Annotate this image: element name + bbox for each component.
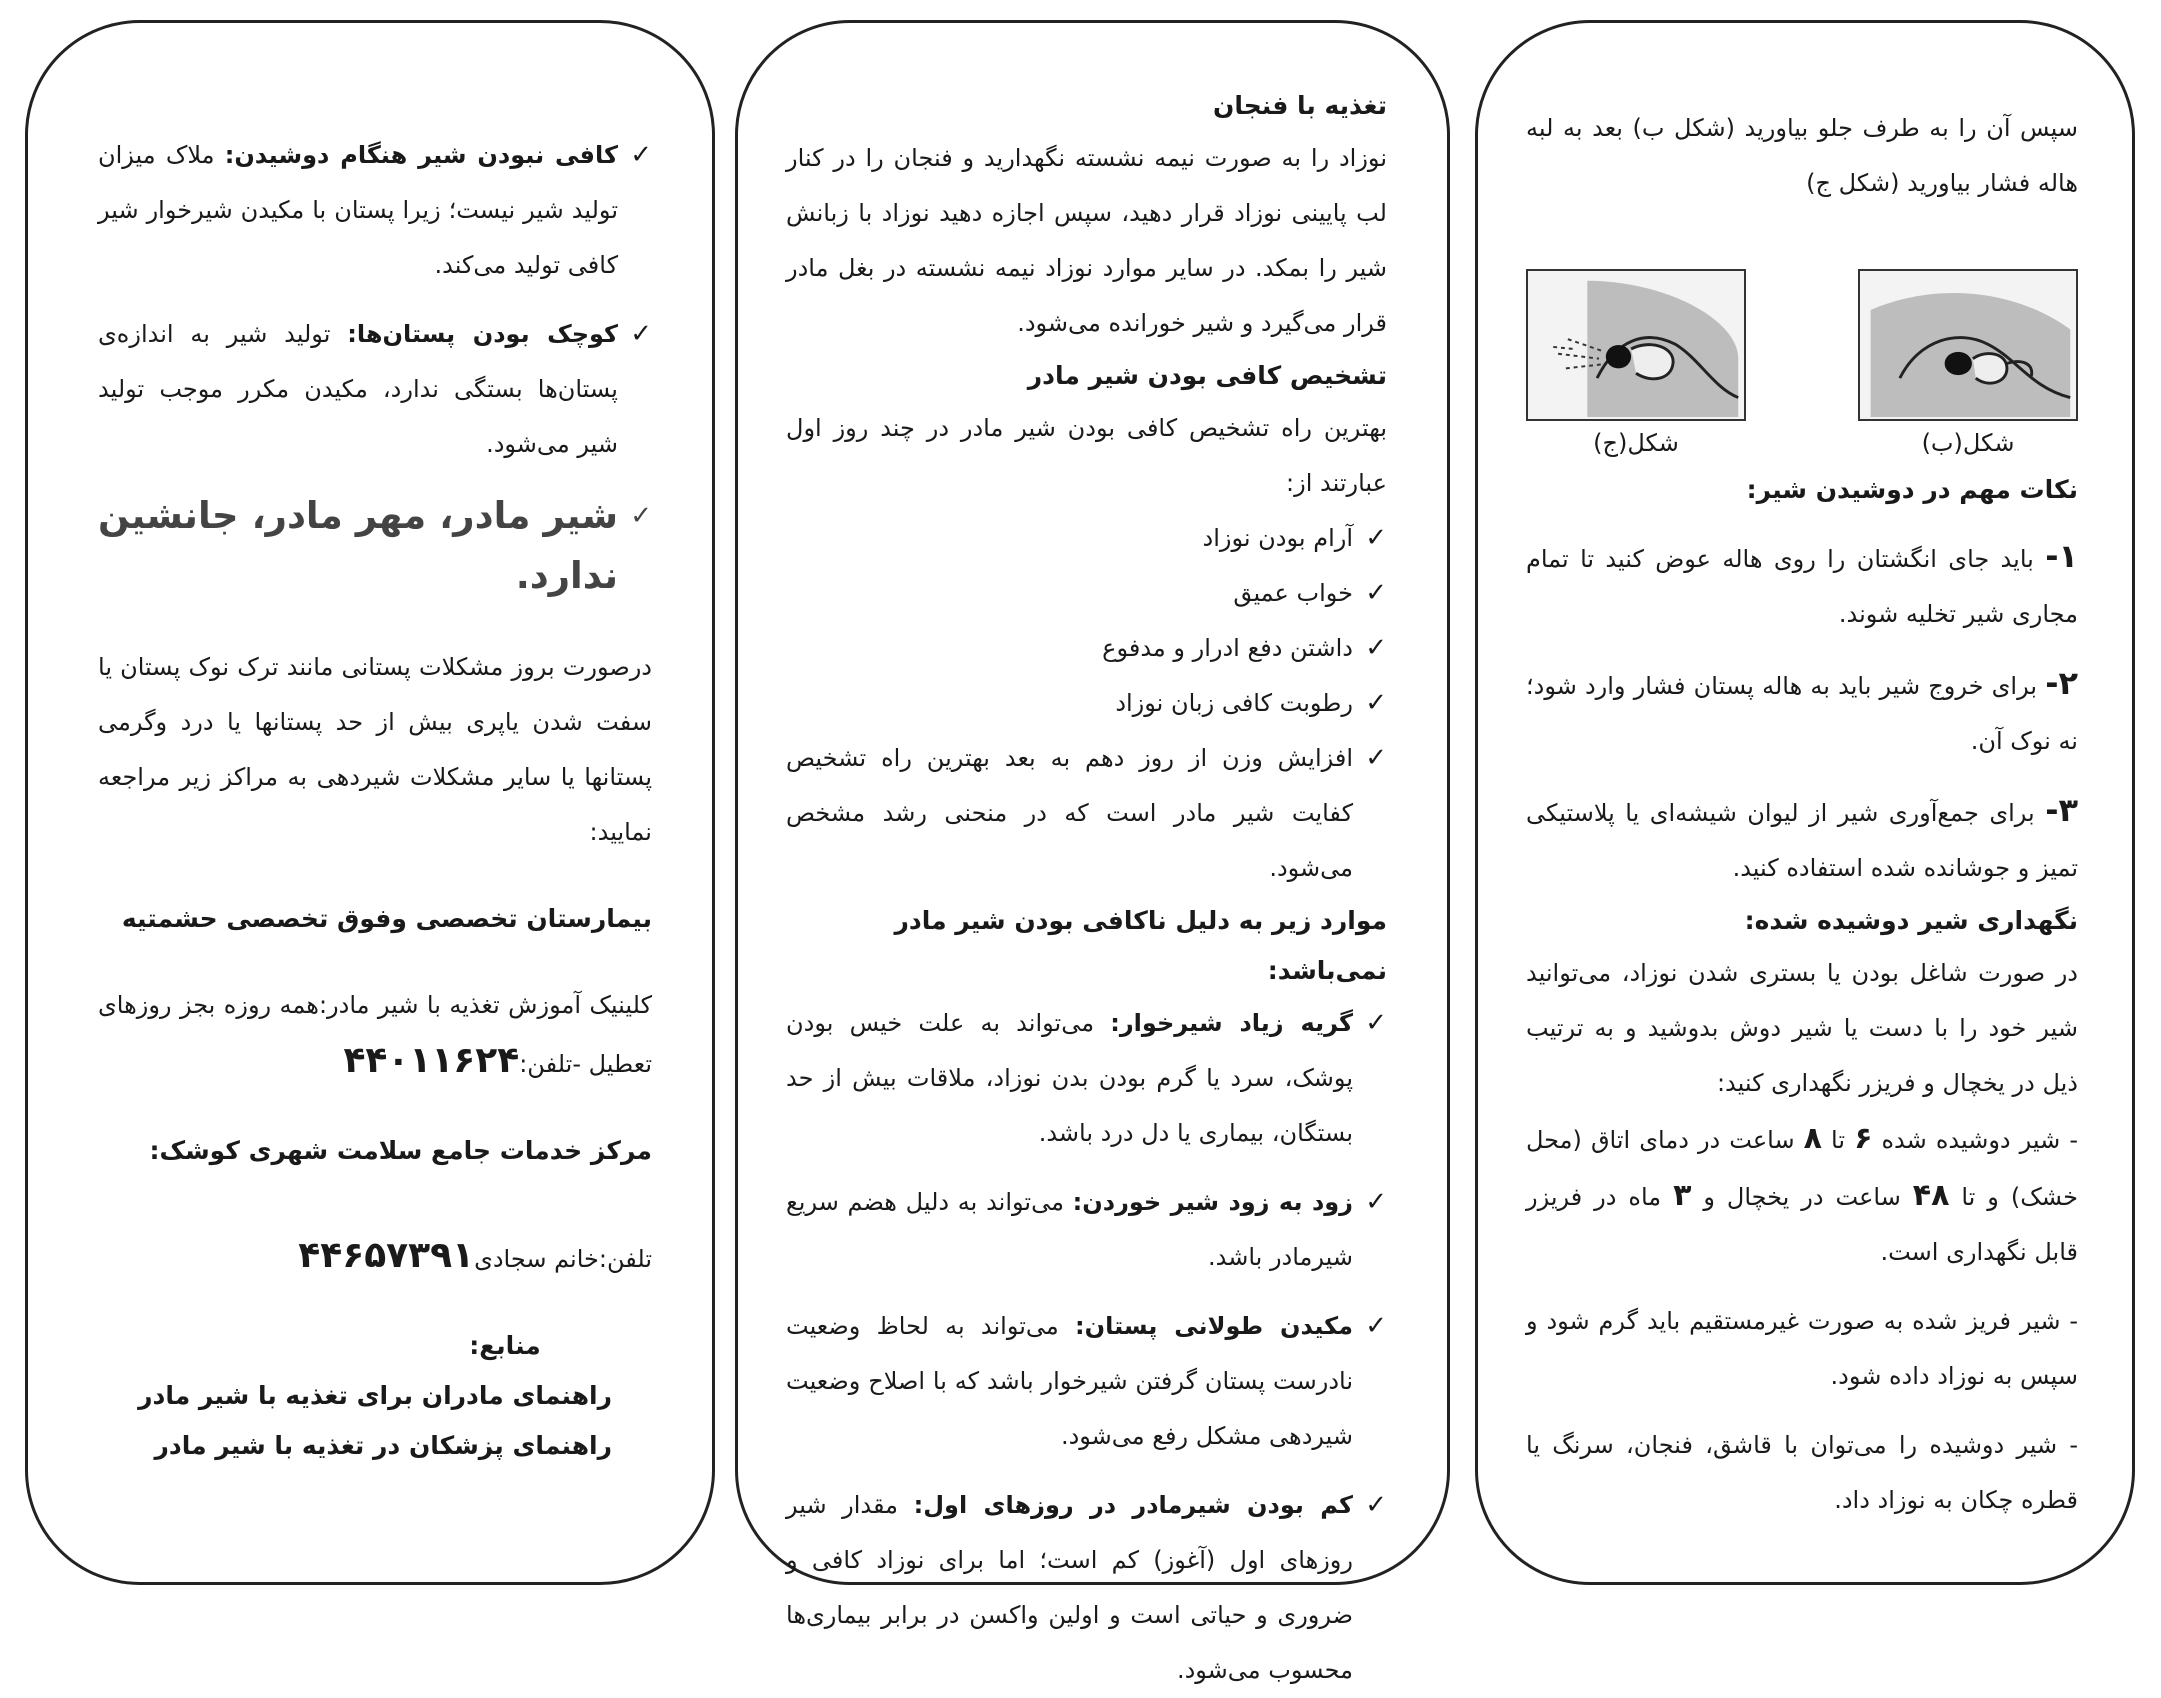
panel-right [1475,20,2135,1585]
panel-middle [735,20,1450,1684]
clinic-phone: ۴۴۰۱۱۶۲۴ [343,1040,520,1081]
not-sign-text: می‌تواند به دلیل هضم سریع شیرمادر باشد. [786,1188,1353,1271]
figure-b [1858,269,2078,465]
check-icon: ✓ [1365,523,1387,553]
not-sign-item [786,996,1387,1161]
storage-heading: نگهداری شیر دوشیده شده: [1744,906,2078,935]
reason-text: ملاک میزان تولید شیر نیست؛ زیرا پستان با مکیدن شیرخوار شیر کافی تولید می‌کند. [98,141,618,279]
source-item: راهنمای مادران برای تغذیه با شیر مادر [138,1381,612,1410]
not-sign-item [786,1299,1387,1464]
storage-item: - شیر دوشیده را می‌توان با قاشق، فنجان، سرنگ یا قطره چکان به نوزاد داد. [1526,1431,2078,1514]
figure-c [1526,269,1746,465]
check-icon: ✓ [630,140,652,170]
cup-heading: تغذیه با فنجان [1213,91,1387,120]
figures-row [1526,269,2078,465]
check-icon: ✓ [630,319,652,349]
adequacy-item-text: آرام بودن نوزاد [1202,524,1353,552]
adequacy-heading: تشخیص کافی بودن شیر مادر [1027,361,1387,390]
reason-title: کافی نبودن شیر هنگام دوشیدن: [224,141,618,169]
not-sign-title: زود به زود شیر خوردن: [1072,1188,1353,1216]
storage-text-part: ساعت در یخچال و [1703,1183,1901,1211]
storage-number: ۶ [1854,1121,1873,1156]
not-sign-title: مکیدن طولانی پستان: [1075,1312,1353,1340]
adequacy-item [786,676,1387,731]
check-icon: ✓ [1365,1490,1387,1520]
not-sign-text: می‌تواند به علت خیس بودن پوشک، سرد یا گرم بودن بدن نوزاد، ملاقات بیش از حد بستگان، بیماری یا دل درد باشد. [786,1009,1353,1147]
not-sign-item [786,1175,1387,1285]
cup-text: نوزاد را به صورت نیمه نشسته نگهدارید و فنجان را در کنار لب پایینی نوزاد قرار دهید، سپس اجازه دهید نوزاد با زبانش شیر را بمکد. در سایر موارد نوزاد نیمه نشسته در بغل مادر قرار می‌گیرد و شیر خورانده می‌شود. [786,144,1387,337]
problems-text: درصورت بروز مشکلات پستانی مانند ترک نوک پستان یا سفت شدن یاپری بیش از حد پستانها یا درد وگرمی پستانها یا سایر مشکلات شیردهی به مراکز زیر مراجعه نمایید: [98,653,652,846]
center-phone-label: تلفن:خانم سجادی [474,1245,652,1273]
storage-text-part: - شیر دوشیده شده [1881,1126,2078,1154]
center-name: مرکز خدمات جامع سلامت شهری کوشک: [149,1136,652,1165]
tip-number: ۱- [2045,537,2078,575]
check-icon: ✓ [1365,743,1387,773]
tip-text: باید جای انگشتان را روی هاله عوض کنید تا تمام مجاری شیر تخلیه شوند. [1526,545,2078,628]
tip-number: ۳- [2045,791,2078,829]
clinic-text: کلینیک آموزش تغذیه با شیر مادر:همه روزه بجز روزهای تعطیل -تلفن: [98,991,652,1078]
adequacy-item-text: افزایش وزن از روز دهم به بعد بهترین راه تشخیص کفایت شیر مادر است که در منحنی رشد مشخص می‌شود. [786,744,1353,882]
storage-number: ۸ [1803,1121,1822,1156]
reason-text: تولید شیر به اندازه‌ی پستان‌ها بستگی ندارد، مکیدن مکرر موجب تولید شیر می‌شود. [98,320,618,458]
check-icon: ✓ [1365,578,1387,608]
tip-text: برای جمع‌آوری شیر از لیوان شیشه‌ای یا پلاستیکی تمیز و جوشانده شده استفاده کنید. [1526,799,2078,882]
adequacy-item [786,566,1387,621]
slogan-text: شیر مادر، مهر مادر، جانشین ندارد. [98,494,618,597]
storage-text-part: تا [1831,1126,1846,1154]
sources-heading: منابع: [469,1331,541,1360]
figure-b-caption: شکل(ب) [1921,429,2015,457]
tip-item [1526,656,2078,769]
storage-number: ۴۸ [1912,1178,1950,1213]
adequacy-item [786,621,1387,676]
hospital-name: بیمارستان تخصصی وفوق تخصصی حشمتیه [121,904,652,933]
adequacy-item-text: رطوبت کافی زبان نوزاد [1115,689,1353,717]
reason-item [98,307,652,472]
not-sign-text: می‌تواند به لحاظ وضعیت نادرست پستان گرفتن شیرخوار باشد که با اصلاح وضعیت شیردهی مشکل رفع می‌شود. [786,1312,1353,1450]
not-sign-title: گریه زیاد شیرخوار: [1110,1009,1353,1037]
adequacy-item-text: داشتن دفع ادرار و مدفوع [1102,634,1353,662]
reason-item [98,128,652,293]
not-sign-heading: موارد زیر به دلیل ناکافی بودن شیر مادر نمی‌باشد: [894,906,1387,985]
not-sign-item [786,1478,1387,1698]
storage-item: - شیر فریز شده به صورت غیرمستقیم باید گرم شود و سپس به نوزاد داده شود. [1526,1307,2078,1390]
center-phone: ۴۴۶۵۷۳۹۱ [298,1235,475,1276]
breast-expression-illustration-icon [1526,269,1746,421]
not-sign-text: مقدار شیر روزهای اول (آغوز) کم است؛ اما برای نوزاد کافی و ضروری و حیاتی است و اولین واکسن در برابر بیماری‌ها محسوب می‌شود. [786,1491,1353,1684]
adequacy-item [786,731,1387,896]
clinic-info [98,978,652,1092]
storage-text-part: ساعت در دمای اتاق (محل خشک) و تا [1526,1126,2078,1211]
panel-left [25,20,715,1585]
reason-title: کوچک بودن پستان‌ها: [347,320,619,348]
tip-item [1526,783,2078,896]
tips-heading: نکات مهم در دوشیدن شیر: [1746,475,2078,504]
storage-text-part: ماه در فریزر قابل نگهداری است. [1526,1183,2078,1266]
check-icon: ✓ [1365,633,1387,663]
check-icon: ✓ [1365,1311,1387,1341]
check-icon: ✓ [1365,688,1387,718]
intro-text: سپس آن را به طرف جلو بیاورید (شکل ب) بعد به لبه هاله فشار بیاورید (شکل ج) [1526,114,2078,197]
tip-item [1526,529,2078,642]
adequacy-item [786,511,1387,566]
storage-number: ۳ [1673,1178,1692,1213]
check-icon: ✓ [1365,1008,1387,1038]
center-phone-line [98,1228,652,1287]
storage-text: در صورت شاغل بودن یا بستری شدن نوزاد، می‌توانید شیر خود را با دست یا شیر دوش بدوشید و به ترتیب ذیل در یخچال و فریزر نگهداری کنید: [1526,959,2078,1097]
tip-text: برای خروج شیر باید به هاله پستان فشار وارد شود؛ نه نوک آن. [1526,672,2078,755]
check-icon: ✓ [1365,1187,1387,1217]
adequacy-text: بهترین راه تشخیص کافی بودن شیر مادر در چند روز اول عبارتند از: [786,414,1387,497]
tip-number: ۲- [2045,664,2078,702]
adequacy-item-text: خواب عمیق [1233,579,1353,607]
slogan [98,486,652,606]
not-sign-title: کم بودن شیرمادر در روزهای اول: [913,1491,1353,1519]
figure-c-caption: شکل(ج) [1593,429,1679,457]
check-icon: ✓ [630,501,652,531]
storage-item [1526,1111,2078,1280]
source-item: راهنمای پزشکان در تغذیه با شیر مادر [154,1431,612,1460]
breast-press-illustration-icon [1858,269,2078,421]
